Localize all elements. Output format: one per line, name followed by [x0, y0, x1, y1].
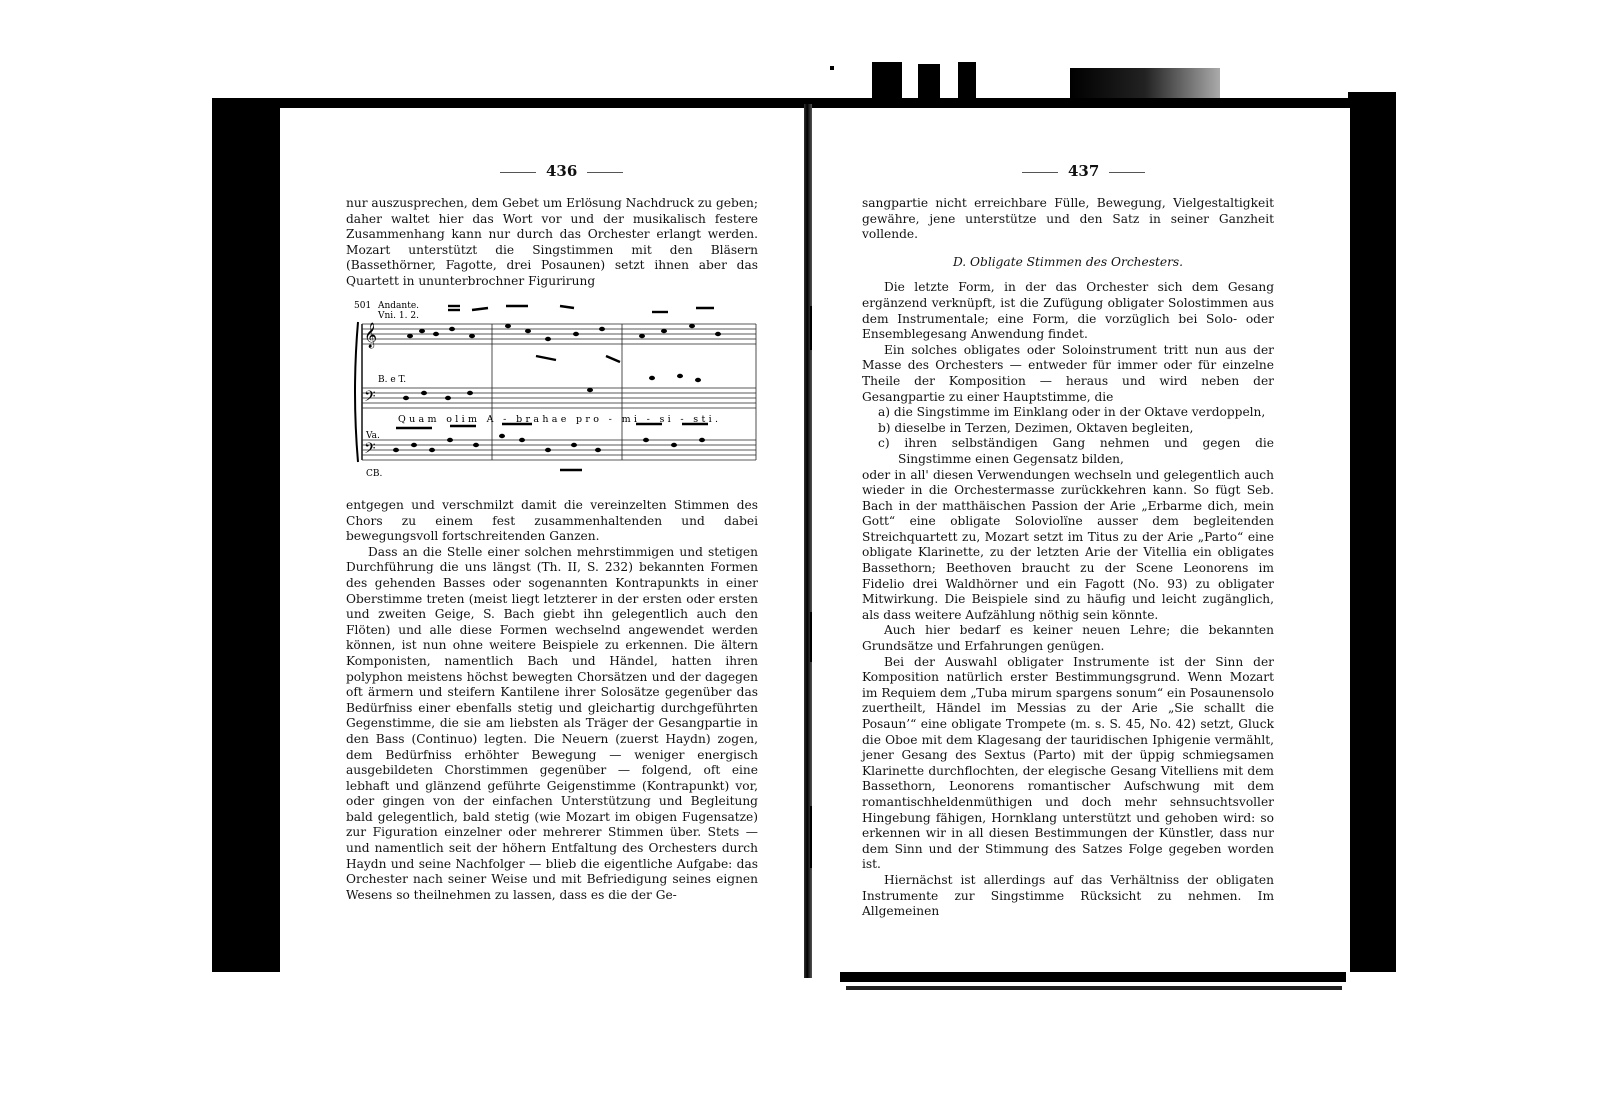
book-cover-right [1348, 92, 1396, 972]
paragraph: sangpartie nicht erreichbare Fülle, Bewegung, Vielgestaltigkeit gewähre, jene unterstütze und den Satz in seiner Ganzheit vollende. [862, 196, 1274, 242]
paragraph: Hiernächst ist allerdings auf das Verhältniss der obligaten Instrumente zur Singstimme Rücksicht zu nehmen. Im Allgemeinen [862, 872, 1274, 919]
paragraph: Dass an die Stelle einer solchen mehrstimmigen und stetigen Durchführung die uns längst (Th. II, S. 232) bekannten Formen des gehenden Basses oder sogenannten Kontrapunkts in einer Oberstimme treten (meist liegt letzterer in der ersten oder ersten und zweiten Geige, S. Bach giebt ihn gelegentlich auch den Flöten) und alle diese Formen wechselnd angewendet werden können, ist nun ohne weitere Beispiele zu erkennen. Die ältern Komponisten, namentlich Bach und Händel, hatten ihren polyphon meistens höchst bewegten Chorsätzen und der dagegen oft ärmern und steifern Kantilene ihrer Solosätze gegenüber das Bedürfniss einer ebenfalls stetig und gleichartig durchgeführten Gegenstimme, die sie am liebsten als Träger der Gesangpartie in den Bass (Continuo) legten. Die Neuern (zuerst Haydn) zogen, dem Bedürfniss erhöhter Bewegung — weniger energisch ausgebildeten Chorstimmen gegenüber — folgend, oft eine lebhaft und glänzend geführte Geigenstimme (Kontrapunkt) vor, oder gingen von der einfachen Unterstützung und Begleitung bald gelegentlich, bald stetig (wie Mozart im obigen Fugensatze) zur Figuration einzelner oder mehrerer Stimmen über. Stets — und namentlich seit der höhern Entfaltung des Orchesters durch Haydn und seine Nachfolger — blieb die eigentliche Aufgabe: das Orchester nach seiner Weise und mit Befriedigung seines eignen Wesens so theilnehmen zu lassen, dass es die der Ge- [346, 544, 758, 902]
bookmark-tab [1070, 68, 1220, 98]
paragraph: oder in all' diesen Verwendungen wechseln und gelegentlich auch wieder in die Orchestermasse zurückkehren kann. So fügt Seb. Bach in der matthäischen Passion der Arie „Erbarme dich, mein Gott“ eine obligate Soloviolïne ausser dem begleitenden Streichquartett zu, Mozart setzt im Titus zu der Arie „Parto“ eine obligate Klarinette, zu der letzten Arie der Vitellia ein obligates Bassethorn; Beethoven braucht zu der Scene Leonorens im Fidelio drei Waldhörner und ein Fagott (No. 93) zu obligater Mitwirkung. Die Beispiele sind zu häufig und leicht zugänglich, als dass weitere Aufzählung nöthig sein könnte. [862, 467, 1274, 622]
paragraph: Ein solches obligates oder Soloinstrument tritt nun aus der Masse des Orchesters — entweder für immer oder für einzelne Theile der Komposition — heraus und wird neben der Gesangpartie zu einer Hauptstimme, die [862, 342, 1274, 404]
music-staff-label: Va. [366, 431, 380, 441]
svg-text:𝄢: 𝄢 [364, 440, 376, 461]
bookmark-tab [918, 64, 940, 106]
page-bottom-edge [846, 986, 1342, 990]
music-lyrics: Quam olim A - brahae pro - mi - si - sti. [398, 414, 719, 425]
section-heading: D. Obligate Stimmen des Orchesters. [952, 254, 1184, 269]
bookmark-tab [872, 62, 902, 106]
paragraph: Bei der Auswahl obligater Instrumente ist der Sinn der Komposition natürlich erster Bestimmungsgrund. Wenn Mozart im Requiem dem „Tuba mirum spargens sonum“ ein Posaunensolo zuertheilt, Händel im Messias zu der Arie „Sie schallt die Posaun’“ eine obligate Trompete (m. s. S. 45, No. 42) setzt, Gluck die Oboe mit dem Klagesang der tauridischen Iphigenie vermählt, jener Gesang des Sextus (Parto) mit der üppig schmiegsamen Klarinette durchflochten, der elegische Gesang Vitelliens mit dem Bassethorn, Leonorens romantischer Aufschwung mit dem romantischheldenmüthigen und doch mehr sehnsuchtsvoller Hingebung fähigen, Hornklang unterstützt und gehoben wird: so erkennen wir in all diesen Bestimmungen der Künstler, dass nur dem Sinn und der Stimmung des Satzes Folge gegeben worden ist. [862, 654, 1274, 872]
speck [830, 66, 834, 70]
paragraph: nur auszusprechen, dem Gebet um Erlösung Nachdruck zu geben; daher waltet hier das Wort vor und der musikalisch festere Zusammenhang kann nur durch das Orchester erlangt werden. Mozart unterstützt die Singstimmen mit den Bläsern (Bassethörner, Fagotte, drei Posaunen) setzt ihnen aber das Quartett in ununterbrochner Figurirung [346, 196, 758, 288]
svg-text:𝄢: 𝄢 [364, 388, 376, 409]
gutter-mark [810, 806, 812, 868]
gutter-mark [810, 306, 812, 350]
left-text-bottom [346, 498, 758, 903]
right-text [862, 196, 1274, 920]
list-item: a) die Singstimme im Einklang oder in der Oktave verdoppeln, [878, 405, 1266, 420]
music-example [352, 300, 758, 478]
list-item: c) ihren selbständigen Gang nehmen und gegen die Singstimme einen Gegensatz bilden, [878, 436, 1274, 466]
page-number-right: 437 [1012, 162, 1155, 180]
left-text-top [346, 196, 758, 290]
page-number-left: 436 [490, 162, 633, 180]
music-staff-label: CB. [366, 469, 383, 478]
paragraph: Die letzte Form, in der das Orchester sich dem Gesang ergänzend verknüpft, ist die Zufügung obligater Solostimmen aus dem Instrumentale; eine Form, die vorzüglich bei Solo- oder Ensemblegesang Anwendung findet. [862, 280, 1274, 342]
gutter-mark [810, 612, 812, 662]
paragraph: Auch hier bedarf es keiner neuen Lehre; die bekannten Grundsätze und Erfahrungen genügen. [862, 623, 1274, 654]
music-staff-label: B. e T. [378, 375, 407, 385]
page-bottom-edge [840, 972, 1346, 982]
bookmark-tab [958, 62, 976, 106]
list-item: b) dieselbe in Terzen, Dezimen, Oktaven begleiten, [878, 420, 1194, 435]
svg-text:𝄞: 𝄞 [364, 323, 378, 348]
enumerated-list [862, 405, 1274, 467]
paragraph: entgegen und verschmilzt damit die vereinzelten Stimmen des Chors zu einem fest zusammenhaltenden und dabei bewegungsvoll fortschreitenden Ganzen. [346, 498, 758, 544]
music-staff-label: Vni. 1. 2. [378, 311, 419, 321]
music-tempo: Andante. [378, 301, 420, 311]
book-cover-left [212, 98, 284, 972]
music-example-number: 501 [354, 301, 372, 311]
